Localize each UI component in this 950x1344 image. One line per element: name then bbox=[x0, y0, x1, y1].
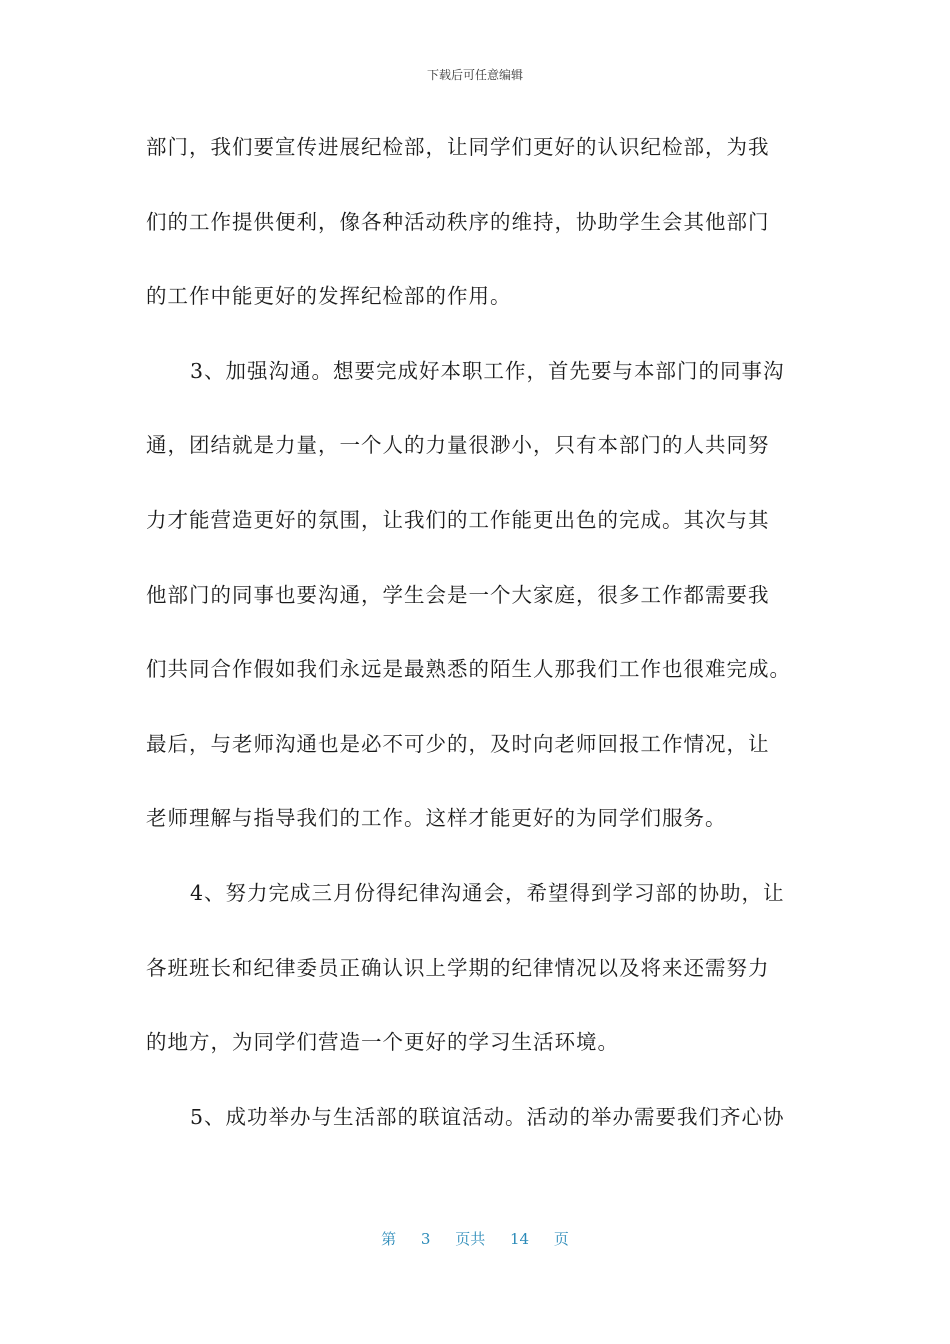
page-footer bbox=[0, 1228, 950, 1249]
footer-mid-label: 页共 bbox=[455, 1230, 486, 1248]
footer-total-pages: 14 bbox=[510, 1230, 530, 1248]
text-line: 力才能营造更好的氛围，让我们的工作能更出色的完成。其次与其 bbox=[146, 507, 770, 532]
text-line: 部门，我们要宣传进展纪检部，让同学们更好的认识纪检部，为我 bbox=[146, 135, 770, 159]
text-line: 的工作中能更好的发挥纪检部的作用。 bbox=[146, 284, 512, 309]
text-line: 们共同合作假如我们永远是最熟悉的陌生人那我们工作也很难完成。 bbox=[146, 657, 791, 682]
footer-current-page: 3 bbox=[420, 1230, 431, 1248]
footer-page-label: 第 bbox=[381, 1230, 397, 1248]
text-line: 最后，与老师沟通也是必不可少的，及时向老师回报工作情况，让 bbox=[146, 731, 770, 756]
text-line: 老师理解与指导我们的工作。这样才能更好的为同学们服务。 bbox=[146, 806, 727, 831]
document-body bbox=[146, 127, 814, 1171]
text-line: 的地方，为同学们营造一个更好的学习生活环境。 bbox=[146, 1030, 619, 1055]
paragraph-start-line: 3、加强沟通。想要完成好本职工作，首先要与本部门的同事沟 bbox=[190, 358, 785, 383]
text-line: 通，团结就是力量，一个人的力量很渺小，只有本部门的人共同努 bbox=[146, 433, 770, 458]
paragraph-start-line: 4、努力完成三月份得纪律沟通会，希望得到学习部的协助，让 bbox=[190, 880, 785, 905]
text-line: 各班班长和纪律委员正确认识上学期的纪律情况以及将来还需努力 bbox=[146, 955, 770, 980]
text-line: 他部门的同事也要沟通，学生会是一个大家庭，很多工作都需要我 bbox=[146, 582, 770, 607]
page-header: 下载后可任意编辑 bbox=[426, 68, 523, 82]
paragraph-start-line: 5、成功举办与生活部的联谊活动。活动的举办需要我们齐心协 bbox=[190, 1104, 785, 1129]
text-line: 们的工作提供便利，像各种活动秩序的维持，协助学生会其他部门 bbox=[146, 209, 770, 234]
footer-end-label: 页 bbox=[553, 1230, 569, 1248]
